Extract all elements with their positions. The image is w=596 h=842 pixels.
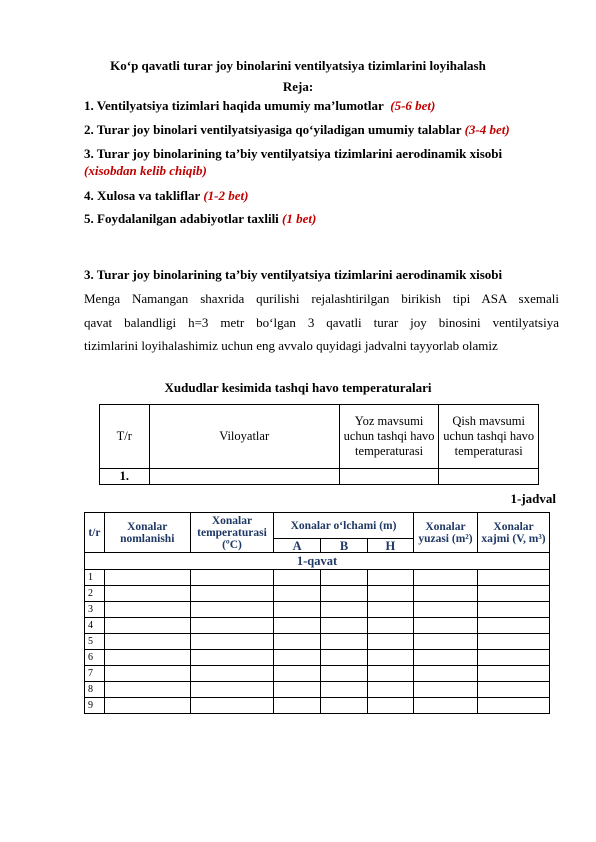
plan-item-pages: (1 bet) [282,211,317,226]
plan-item [84,121,510,138]
table-row [85,634,550,650]
row-number: 9 [85,698,105,714]
empty-cell [321,570,368,586]
empty-cell [104,666,190,682]
table-row [85,698,550,714]
empty-cell [190,682,274,698]
plan-item [84,97,435,114]
table-row [85,570,550,586]
empty-cell [478,618,550,634]
plan-item [84,187,248,204]
empty-cell [413,586,477,602]
empty-cell [321,682,368,698]
row-number: 3 [85,602,105,618]
plan-item-text: 5. Foydalanilgan adabiyotlar taxlili [84,211,279,226]
header-tr: t/r [85,513,105,553]
empty-cell [104,570,190,586]
empty-cell [367,618,413,634]
row-number: 7 [85,666,105,682]
empty-cell [413,666,477,682]
empty-cell [367,682,413,698]
plan-item-text: 3. Turar joy binolarining ta’biy ventilyatsiya tizimlarini aerodinamik xisobi [84,146,503,161]
empty-cell [274,618,321,634]
empty-cell [321,634,368,650]
table2-label: 1-jadval [510,491,556,506]
header-room-area: Xonalar yuzasi (m²) [413,513,477,553]
empty-cell [190,698,274,714]
empty-cell [478,634,550,650]
table1-caption: Xududlar kesimida tashqi havo temperaturalari [164,380,432,395]
paragraph-line: Menga Namangan shaxrida qurilishi rejalashtirilgan birikish tipi ASA sxemali [84,291,559,306]
empty-cell [104,634,190,650]
empty-cell [274,650,321,666]
empty-cell [104,682,190,698]
empty-cell [413,634,477,650]
table-row [85,586,550,602]
empty-cell [478,602,550,618]
header-tr: T/r [100,405,150,469]
empty-cell [190,666,274,682]
plan-item [84,145,554,179]
winter-cell [439,469,539,485]
plan-item-text: 1. Ventilyatsiya tizimlari haqida umumiy ma’lumotlar [84,98,384,113]
header-dim-b: B [321,539,368,553]
empty-cell [274,602,321,618]
section-heading: 3. Turar joy binolarining ta’biy ventilyatsiya tizimlarini aerodinamik xisobi [84,267,503,282]
plan-item-text: 2. Turar joy binolari ventilyatsiyasiga qo‘yiladigan umumiy talablar [84,122,462,137]
header-room-dimensions: Xonalar o‘lchami (m) [274,513,414,539]
header-regions: Viloyatlar [149,405,339,469]
rooms-table [84,512,550,714]
header-room-name: Xonalar nomlanishi [104,513,190,553]
empty-cell [321,618,368,634]
empty-cell [190,570,274,586]
empty-cell [367,602,413,618]
empty-cell [367,698,413,714]
header-dim-h: H [367,539,413,553]
empty-cell [104,698,190,714]
empty-cell [413,570,477,586]
empty-cell [104,602,190,618]
empty-cell [367,586,413,602]
paragraph-line: qavat balandligi h=3 metr bo‘lgan 3 qavatli turar joy binosini ventilyatsiya [84,314,559,330]
empty-cell [367,650,413,666]
row-number: 8 [85,682,105,698]
temperature-table [99,404,539,485]
document-title: Ko‘p qavatli turar joy binolarini ventilyatsiya tizimlarini loyihalash [110,58,486,73]
empty-cell [274,570,321,586]
plan-item-pages: (1-2 bet) [203,188,249,203]
empty-cell [321,602,368,618]
rooms-table-body [85,570,550,714]
row-number: 5 [85,634,105,650]
plan-item-text: 4. Xulosa va takliflar [84,188,201,203]
floor-label: 1-qavat [85,553,550,570]
empty-cell [367,666,413,682]
empty-cell [274,666,321,682]
empty-cell [190,602,274,618]
empty-cell [190,618,274,634]
empty-cell [478,570,550,586]
paragraph-line: tizimlarini loyihalashimiz uchun eng avvalo quyidagi jadvalni tayyorlab olamiz [84,338,498,353]
row-number: 1 [85,570,105,586]
empty-cell [104,586,190,602]
header-dim-a: A [274,539,321,553]
empty-cell [478,682,550,698]
empty-cell [478,666,550,682]
row-number: 6 [85,650,105,666]
empty-cell [413,650,477,666]
header-winter-temp: Qish mavsumi uchun tashqi havo temperaturasi [439,405,539,469]
empty-cell [321,650,368,666]
empty-cell [321,586,368,602]
plan-item-pages: (3-4 bet) [464,122,510,137]
plan-heading: Reja: [282,79,314,94]
plan-item-pages: (5-6 bet) [390,98,436,113]
empty-cell [367,570,413,586]
empty-cell [274,698,321,714]
body-paragraph [84,287,559,358]
header-room-volume: Xonalar xajmi (V, m³) [478,513,550,553]
table-row [85,682,550,698]
region-cell [149,469,339,485]
table-row [85,650,550,666]
empty-cell [413,698,477,714]
empty-cell [190,634,274,650]
table-row [100,469,539,485]
row-number: 4 [85,618,105,634]
empty-cell [478,586,550,602]
empty-cell [190,586,274,602]
empty-cell [413,682,477,698]
table-row [85,666,550,682]
row-number: 2 [85,586,105,602]
header-summer-temp: Yoz mavsumi uchun tashqi havo temperaturasi [339,405,439,469]
empty-cell [104,618,190,634]
empty-cell [321,666,368,682]
empty-cell [274,682,321,698]
empty-cell [478,650,550,666]
summer-cell [339,469,439,485]
table-row [85,602,550,618]
empty-cell [478,698,550,714]
empty-cell [367,634,413,650]
row-number: 1. [100,469,150,485]
empty-cell [274,634,321,650]
plan-item [84,210,316,227]
empty-cell [104,650,190,666]
header-room-temp: Xonalar temperaturasi (ºC) [190,513,274,553]
plan-item-pages: (xisobdan kelib chiqib) [84,163,207,178]
empty-cell [413,618,477,634]
empty-cell [321,698,368,714]
empty-cell [413,602,477,618]
empty-cell [190,650,274,666]
empty-cell [274,586,321,602]
table-row [85,618,550,634]
